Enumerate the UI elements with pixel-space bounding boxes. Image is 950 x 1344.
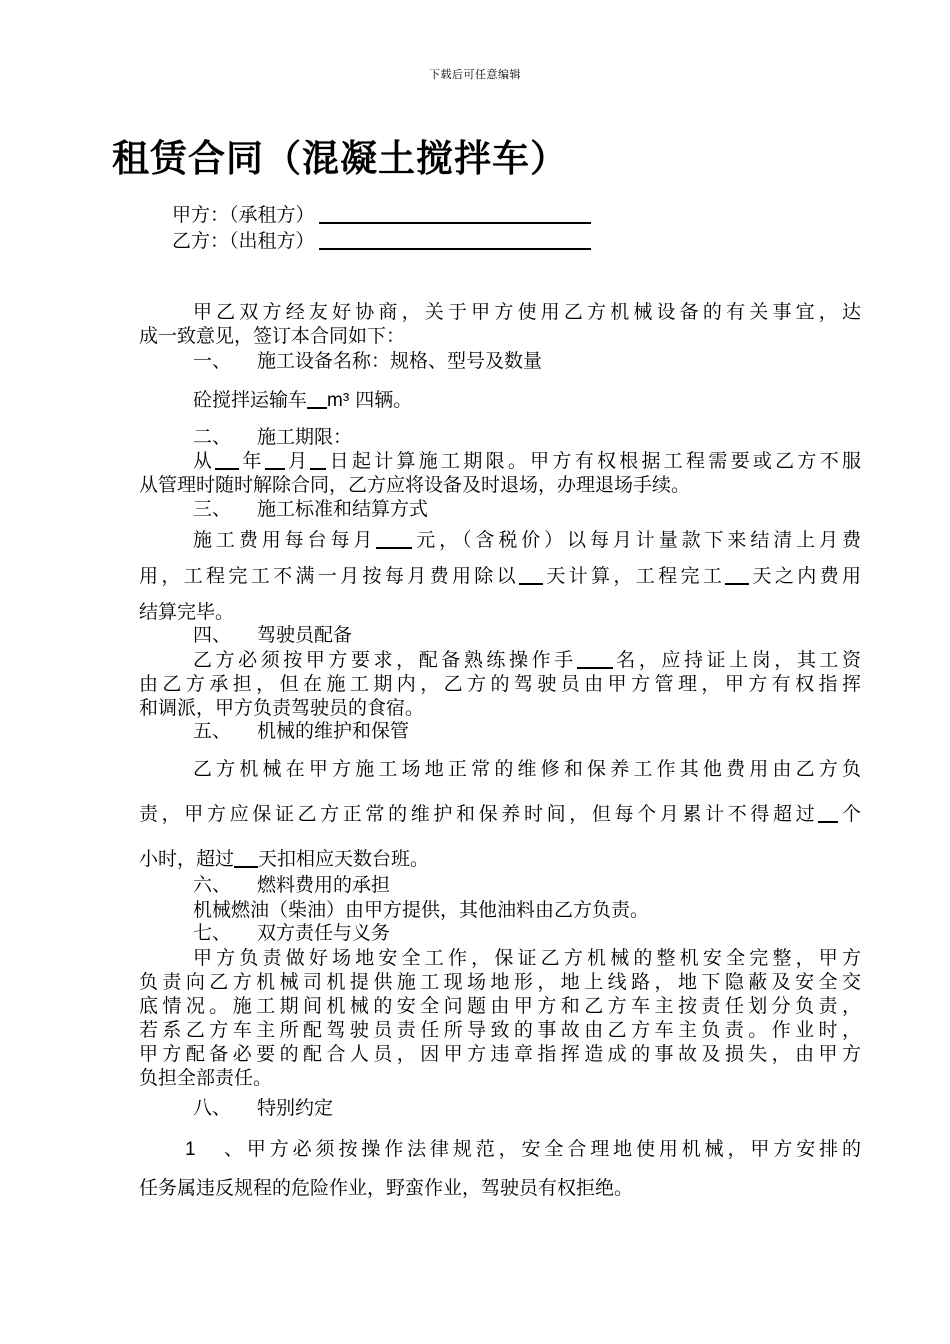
section-title: 施工标准和结算方式 — [257, 498, 429, 520]
section-1-body — [193, 388, 412, 413]
body-text: 施工费用每台每月 — [193, 529, 377, 551]
intro-line-2: 成一致意见，签订本合同如下： — [139, 325, 406, 347]
party-a-blank — [319, 202, 591, 224]
blank-field — [725, 565, 749, 585]
party-b-label: 乙方：（出租方） — [172, 230, 315, 252]
body-text: 砼搅拌运输车 — [193, 389, 308, 411]
body-line: 负担全部责任。 — [139, 1067, 273, 1089]
blank-field — [577, 649, 613, 669]
section-title: 施工期限： — [257, 426, 353, 448]
section-title: 燃料费用的承担 — [257, 874, 391, 896]
blank-field — [519, 565, 543, 585]
body-line — [139, 558, 861, 594]
body-line: 乙方机械在甲方施工场地正常的维修和保养工作其他费用由乙方负 — [193, 758, 861, 780]
blank-field — [265, 450, 285, 470]
item-number: 1、 — [185, 1139, 243, 1160]
body-text: 天之内费用 — [749, 565, 861, 587]
body-line — [139, 648, 861, 672]
body-line: 由乙方承担，但在施工期内，乙方的驾驶员由甲方管理，甲方有权指挥 — [139, 673, 861, 695]
body-line: 任务属违反规程的危险作业，野蛮作业，驾驶员有权拒绝。 — [139, 1177, 634, 1199]
section-7-body — [139, 946, 861, 1090]
section-title: 机械的维护和保管 — [257, 720, 410, 742]
intro-paragraph — [139, 300, 861, 348]
section-2-body — [139, 449, 861, 497]
body-line: 和调派，甲方负责驾驶员的食宿。 — [139, 697, 425, 719]
body-line: 结算完毕。 — [139, 601, 235, 623]
section-title: 双方责任与义务 — [257, 922, 391, 944]
body-line: 若系乙方车主所配驾驶员责任所导致的事故由乙方车主负责。作业时， — [139, 1019, 861, 1041]
header-note: 下载后可任意编辑 — [429, 68, 521, 81]
unit-text: m³ — [327, 390, 350, 411]
section-3-heading — [193, 497, 428, 521]
section-6-body: 机械燃油（柴油）由甲方提供，其他油料由乙方负责。 — [193, 899, 650, 921]
section-8-body — [139, 1130, 861, 1207]
body-text: 天计算，工程完工 — [543, 565, 726, 587]
section-3-body — [139, 522, 861, 630]
section-number: 四、 — [193, 624, 232, 646]
party-a-line — [172, 200, 591, 227]
intro-line-1: 甲乙双方经友好协商，关于甲方使用乙方机械设备的有关事宜，达 — [193, 301, 861, 323]
body-text: 日起计算施工期限。甲方有权根据工程需要或乙方不服 — [326, 450, 861, 472]
blank-field — [818, 803, 838, 823]
section-2-heading — [193, 425, 352, 449]
body-line: 底情况。施工期间机械的安全问题由甲方和乙方车主按责任划分负责， — [139, 995, 861, 1017]
section-number: 七、 — [193, 922, 232, 944]
body-line — [139, 449, 861, 473]
section-6-heading — [193, 873, 390, 897]
blank-field — [310, 450, 326, 470]
body-text: 月 — [284, 450, 311, 472]
section-8-heading — [193, 1096, 333, 1120]
party-a-label: 甲方：（承租方） — [172, 204, 315, 226]
body-text: 元，（含税价）以每月计量款下来结清上月费 — [412, 529, 861, 551]
section-4-body — [139, 648, 861, 720]
section-title: 施工设备名称：规格、型号及数量 — [257, 350, 543, 372]
section-number: 一、 — [193, 350, 232, 372]
party-b-blank — [319, 228, 591, 250]
body-text: 年 — [239, 450, 265, 472]
body-text: 责，甲方应保证乙方正常的维护和保养时间，但每个月累计不得超过 — [139, 803, 819, 825]
section-7-heading — [193, 921, 390, 945]
blank-field — [376, 529, 412, 549]
body-line: 甲方负责做好场地安全工作，保证乙方机械的整机安全完整，甲方 — [193, 947, 861, 969]
blank-field — [234, 848, 258, 868]
section-5-heading — [193, 719, 409, 743]
section-number: 六、 — [193, 874, 232, 896]
section-5-body — [139, 747, 861, 882]
body-text: 个 — [838, 803, 861, 825]
body-text: 天扣相应天数台班。 — [258, 848, 430, 870]
section-number: 二、 — [193, 426, 232, 448]
party-b-line — [172, 226, 591, 253]
document-title: 租赁合同（混凝土搅拌车） — [112, 137, 568, 180]
body-text: 从 — [193, 450, 216, 472]
body-line: 负责向乙方机械司机提供施工现场地形，地上线路，地下隐蔽及安全交 — [139, 971, 861, 993]
body-line: 甲方配备必要的配合人员，因甲方违章指挥造成的事故及损失，由甲方 — [139, 1043, 861, 1065]
section-title: 驾驶员配备 — [257, 624, 353, 646]
body-text: 名，应持证上岗，其工资 — [612, 649, 861, 671]
body-text: 小时，超过 — [139, 848, 235, 870]
section-4-heading — [193, 623, 352, 647]
body-line — [139, 522, 861, 558]
section-number: 三、 — [193, 498, 232, 520]
body-line: 从管理时随时解除合同，乙方应将设备及时退场，办理退场手续。 — [139, 474, 691, 496]
body-text: 用，工程完工不满一月按每月费用除以 — [139, 565, 520, 587]
section-title: 特别约定 — [257, 1097, 334, 1119]
section-1-heading — [193, 349, 542, 373]
section-number: 八、 — [193, 1097, 232, 1119]
body-text: 甲方必须按操作法律规范，安全合理地使用机械，甲方安排的 — [243, 1138, 861, 1160]
blank-field — [215, 450, 239, 470]
section-number: 五、 — [193, 720, 232, 742]
body-text: 四辆。 — [349, 389, 413, 411]
body-text: 乙方必须按甲方要求，配备熟练操作手 — [193, 649, 577, 671]
blank-field — [307, 389, 327, 409]
body-line — [139, 1130, 861, 1169]
body-line — [139, 792, 861, 837]
